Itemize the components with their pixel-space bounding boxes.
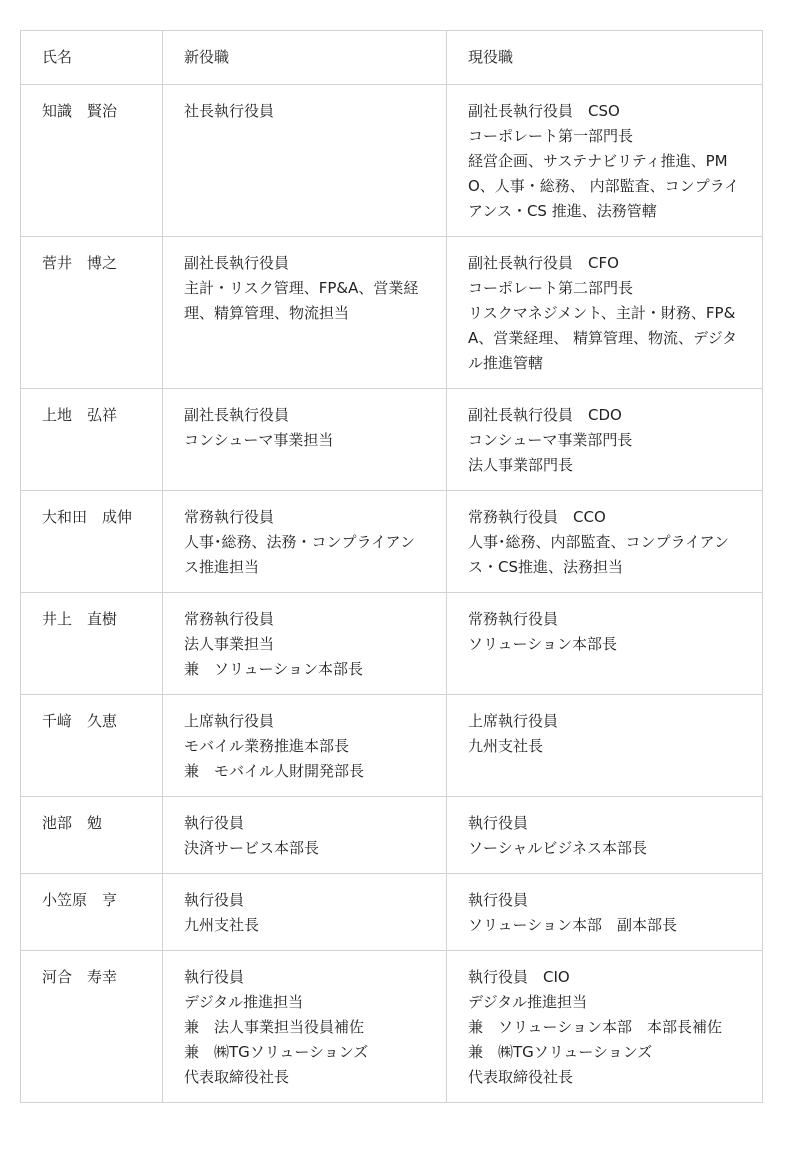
table-row [21,951,763,1103]
cell-name: 知識 賢治 [21,85,163,237]
cell-current-position: 常務執行役員 ソリューション本部長 [447,593,763,695]
table-row [21,237,763,389]
cell-current-position: 副社長執行役員 CSO コーポレート第一部門長 経営企画、サステナビリティ推進、PMO、人事・総務、 内部監査、コンプライアンス・CS 推進、法務管轄 [447,85,763,237]
table-row [21,593,763,695]
cell-current-position: 上席執行役員 九州支社長 [447,695,763,797]
table-row [21,797,763,874]
header-new-position: 新役職 [163,31,447,85]
cell-name: 井上 直樹 [21,593,163,695]
cell-new-position: 常務執行役員 人事･総務、法務・コンプライアンス推進担当 [163,491,447,593]
cell-new-position: 上席執行役員 モバイル業務推進本部長 兼 モバイル人財開発部長 [163,695,447,797]
table-row [21,874,763,951]
cell-new-position: 常務執行役員 法人事業担当 兼 ソリューション本部長 [163,593,447,695]
header-current-position: 現役職 [447,31,763,85]
table-row [21,491,763,593]
cell-new-position: 執行役員 決済サービス本部長 [163,797,447,874]
appointments-table [20,30,763,1103]
cell-name: 池部 勉 [21,797,163,874]
cell-current-position: 常務執行役員 CCO 人事･総務、内部監査、コンプライアンス・CS推進、法務担当 [447,491,763,593]
cell-new-position: 執行役員 九州支社長 [163,874,447,951]
table-row [21,85,763,237]
table-row [21,389,763,491]
cell-new-position: 副社長執行役員 主計・リスク管理、FP&A、営業経理、精算管理、物流担当 [163,237,447,389]
cell-new-position: 社長執行役員 [163,85,447,237]
cell-current-position: 副社長執行役員 CFO コーポレート第二部門長 リスクマネジメント、主計・財務、FP&A、営業経理、 精算管理、物流、デジタル推進管轄 [447,237,763,389]
cell-new-position: 執行役員 デジタル推進担当 兼 法人事業担当役員補佐 兼 ㈱TGソリューションズ 代表取締役社長 [163,951,447,1103]
header-name: 氏名 [21,31,163,85]
cell-current-position: 執行役員 CIO デジタル推進担当 兼 ソリューション本部 本部長補佐 兼 ㈱TGソリューションズ 代表取締役社長 [447,951,763,1103]
cell-new-position: 副社長執行役員 コンシューマ事業担当 [163,389,447,491]
cell-current-position: 執行役員 ソリューション本部 副本部長 [447,874,763,951]
cell-current-position: 執行役員 ソーシャルビジネス本部長 [447,797,763,874]
cell-name: 上地 弘祥 [21,389,163,491]
table-row [21,695,763,797]
cell-name: 千﨑 久恵 [21,695,163,797]
cell-current-position: 副社長執行役員 CDO コンシューマ事業部門長 法人事業部門長 [447,389,763,491]
table-header-row [21,31,763,85]
cell-name: 菅井 博之 [21,237,163,389]
cell-name: 小笠原 亨 [21,874,163,951]
cell-name: 大和田 成伸 [21,491,163,593]
cell-name: 河合 寿幸 [21,951,163,1103]
